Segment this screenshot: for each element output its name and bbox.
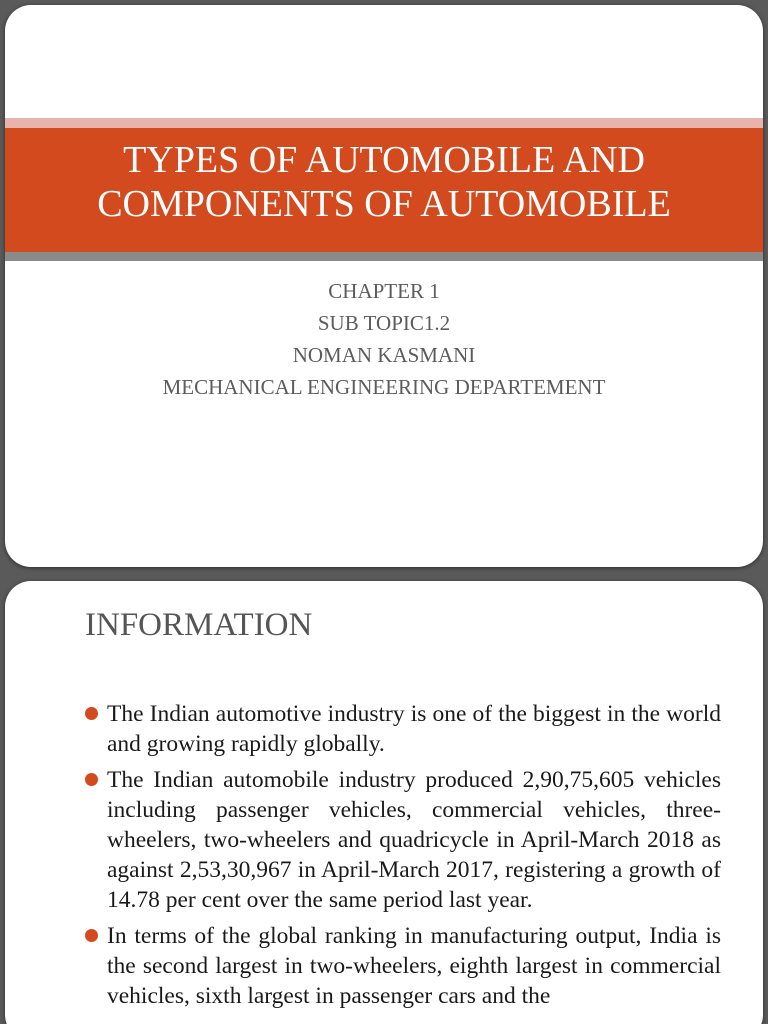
bullet-dot-icon: [85, 707, 98, 720]
slide-subtitle: [5, 275, 763, 403]
bullet-item: [107, 765, 721, 915]
bullet-item: [107, 921, 721, 1011]
slide-title: [5, 138, 763, 226]
subtitle-department: MECHANICAL ENGINEERING DEPARTEMENT: [162, 375, 606, 399]
information-slide: [5, 581, 763, 1024]
bullet-list: [107, 699, 721, 1017]
bullet-text: The Indian automobile industry produced 2,90,75,605 vehicles including passenger vehicles, commercial vehicles, three-wheelers, two-wheelers and quadricycle in April-March 2018 as against 2,53,30,967 in April-March 2017, registering a growth of 14.78 per cent over the same period last year.: [107, 767, 721, 913]
bullet-item: [107, 699, 721, 759]
subtitle-subtopic: SUB TOPIC1.2: [317, 311, 451, 335]
bullet-text: In terms of the global ranking in manufacturing output, India is the second largest in two-wheelers, eighth largest in commercial vehicles, sixth largest in passenger cars and the: [107, 923, 721, 1009]
bullet-dot-icon: [85, 773, 98, 786]
bullet-text: The Indian automotive industry is one of the biggest in the world and growing rapidly globally.: [107, 701, 721, 757]
subtitle-chapter: CHAPTER 1: [328, 279, 440, 303]
title-band-highlight: [5, 118, 763, 128]
bullet-dot-icon: [85, 929, 98, 942]
slide-title-line-2: COMPONENTS OF AUTOMOBILE: [97, 183, 671, 225]
title-band-shadow: [5, 252, 763, 261]
slide-title-line-1: TYPES OF AUTOMOBILE AND: [123, 139, 645, 181]
subtitle-author: NOMAN KASMANI: [292, 343, 476, 367]
title-slide: [5, 5, 763, 567]
slide-heading: INFORMATION: [85, 607, 313, 643]
